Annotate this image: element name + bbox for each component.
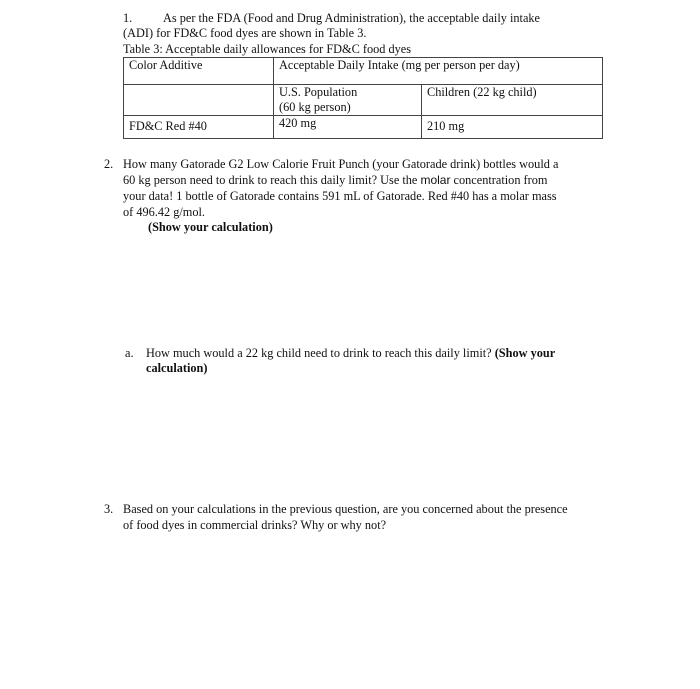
- header-color-additive: Color Additive: [124, 58, 274, 85]
- q2a-show-part2: calculation): [146, 361, 208, 375]
- q2-text-line2: [123, 173, 547, 188]
- q2-text-line4: of 496.42 g/mol.: [123, 205, 205, 219]
- subheader-children: Children (22 kg child): [422, 85, 603, 116]
- row-us-value: 420 mg: [274, 116, 422, 139]
- q3-text-line1: Based on your calculations in the previous question, are you concerned about the presence: [123, 502, 568, 516]
- q2-molar-word: molar: [420, 173, 451, 187]
- q1-number: 1.: [123, 11, 133, 25]
- q2-number: 2.: [104, 157, 114, 171]
- q2-text-line1: How many Gatorade G2 Low Calorie Fruit Punch (your Gatorade drink) bottles would a: [123, 157, 559, 171]
- table-caption: Table 3: Acceptable daily allowances for FD&C food dyes: [123, 42, 412, 56]
- q1-text-line2: (ADI) for FD&C food dyes are shown in Table 3.: [123, 26, 367, 40]
- header-acceptable-daily-intake: Acceptable Daily Intake (mg per person per day): [274, 58, 603, 85]
- q2a-text-line1: [146, 346, 555, 361]
- us-population-label: U.S. Population: [279, 85, 358, 99]
- q1-text-line1: As per the FDA (Food and Drug Administration), the acceptable daily intake: [163, 11, 541, 25]
- q2a-show-part1: (Show your: [494, 346, 556, 360]
- row-children-value: 210 mg: [422, 116, 603, 139]
- q3-number: 3.: [104, 502, 114, 516]
- us-population-weight: (60 kg person): [279, 100, 351, 114]
- adi-table: [123, 57, 603, 139]
- subheader-us-population: [274, 85, 422, 116]
- q2-show-calculation: (Show your calculation): [148, 220, 273, 234]
- row-dye-name: FD&C Red #40: [124, 116, 274, 139]
- subheader-empty-cell: [124, 85, 274, 116]
- q2-line2-end: concentration from: [453, 173, 548, 187]
- q2a-question: How much would a 22 kg child need to drink to reach this daily limit?: [146, 346, 492, 360]
- q3-text-line2: of food dyes in commercial drinks? Why or why not?: [123, 518, 387, 532]
- q2-line2-start: 60 kg person need to drink to reach this daily limit? Use the: [123, 173, 418, 187]
- q2a-label: a.: [125, 346, 134, 360]
- q2-text-line3: your data! 1 bottle of Gatorade contains 591 mL of Gatorade. Red #40 has a molar mass: [123, 189, 557, 203]
